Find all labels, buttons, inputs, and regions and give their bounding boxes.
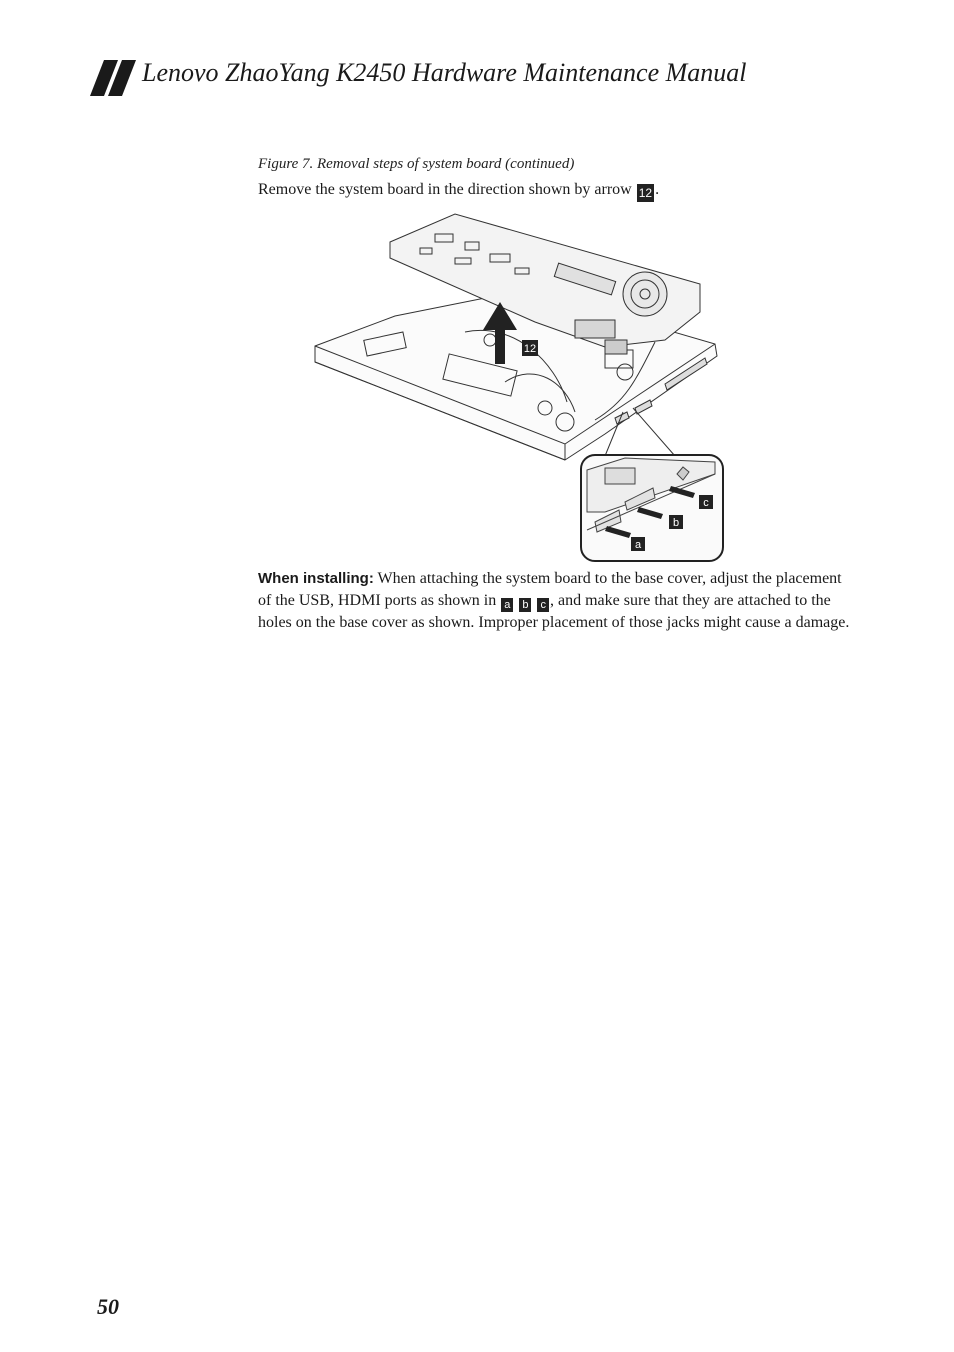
page-number: 50 bbox=[97, 1294, 119, 1319]
arrow-label: 12 bbox=[523, 343, 537, 355]
header-slash-mark-icon bbox=[90, 60, 136, 96]
note-text-2: , and make sure that they are attached to the holes on the base cover as shown. Improper placement of those jacks might cause a damage. bbox=[258, 592, 850, 631]
callout-c: c bbox=[703, 497, 709, 509]
system-board-removal-illustration bbox=[305, 212, 730, 564]
callout-b: b bbox=[672, 517, 680, 529]
badge-b: b bbox=[519, 598, 531, 612]
arrow-badge: 12 bbox=[638, 186, 653, 200]
instruction-text bbox=[258, 181, 659, 202]
badge-a: a bbox=[501, 598, 513, 612]
instruction-period: . bbox=[655, 181, 660, 198]
callout-a: a bbox=[634, 539, 642, 551]
document-title: Lenovo ZhaoYang K2450 Hardware Maintenance Manual bbox=[142, 58, 747, 87]
port-detail-inset bbox=[581, 455, 723, 561]
note-label: When installing: bbox=[258, 570, 374, 587]
badge-c: c bbox=[537, 598, 549, 612]
instruction-sentence: Remove the system board in the direction shown by arrow bbox=[258, 181, 632, 198]
note-text-1: When attaching the system board to the base cover, adjust the placement of the USB, HDMI ports as shown in bbox=[258, 570, 842, 609]
installation-note bbox=[258, 568, 858, 634]
figure-caption: Figure 7. Removal steps of system board (continued) bbox=[258, 156, 575, 172]
